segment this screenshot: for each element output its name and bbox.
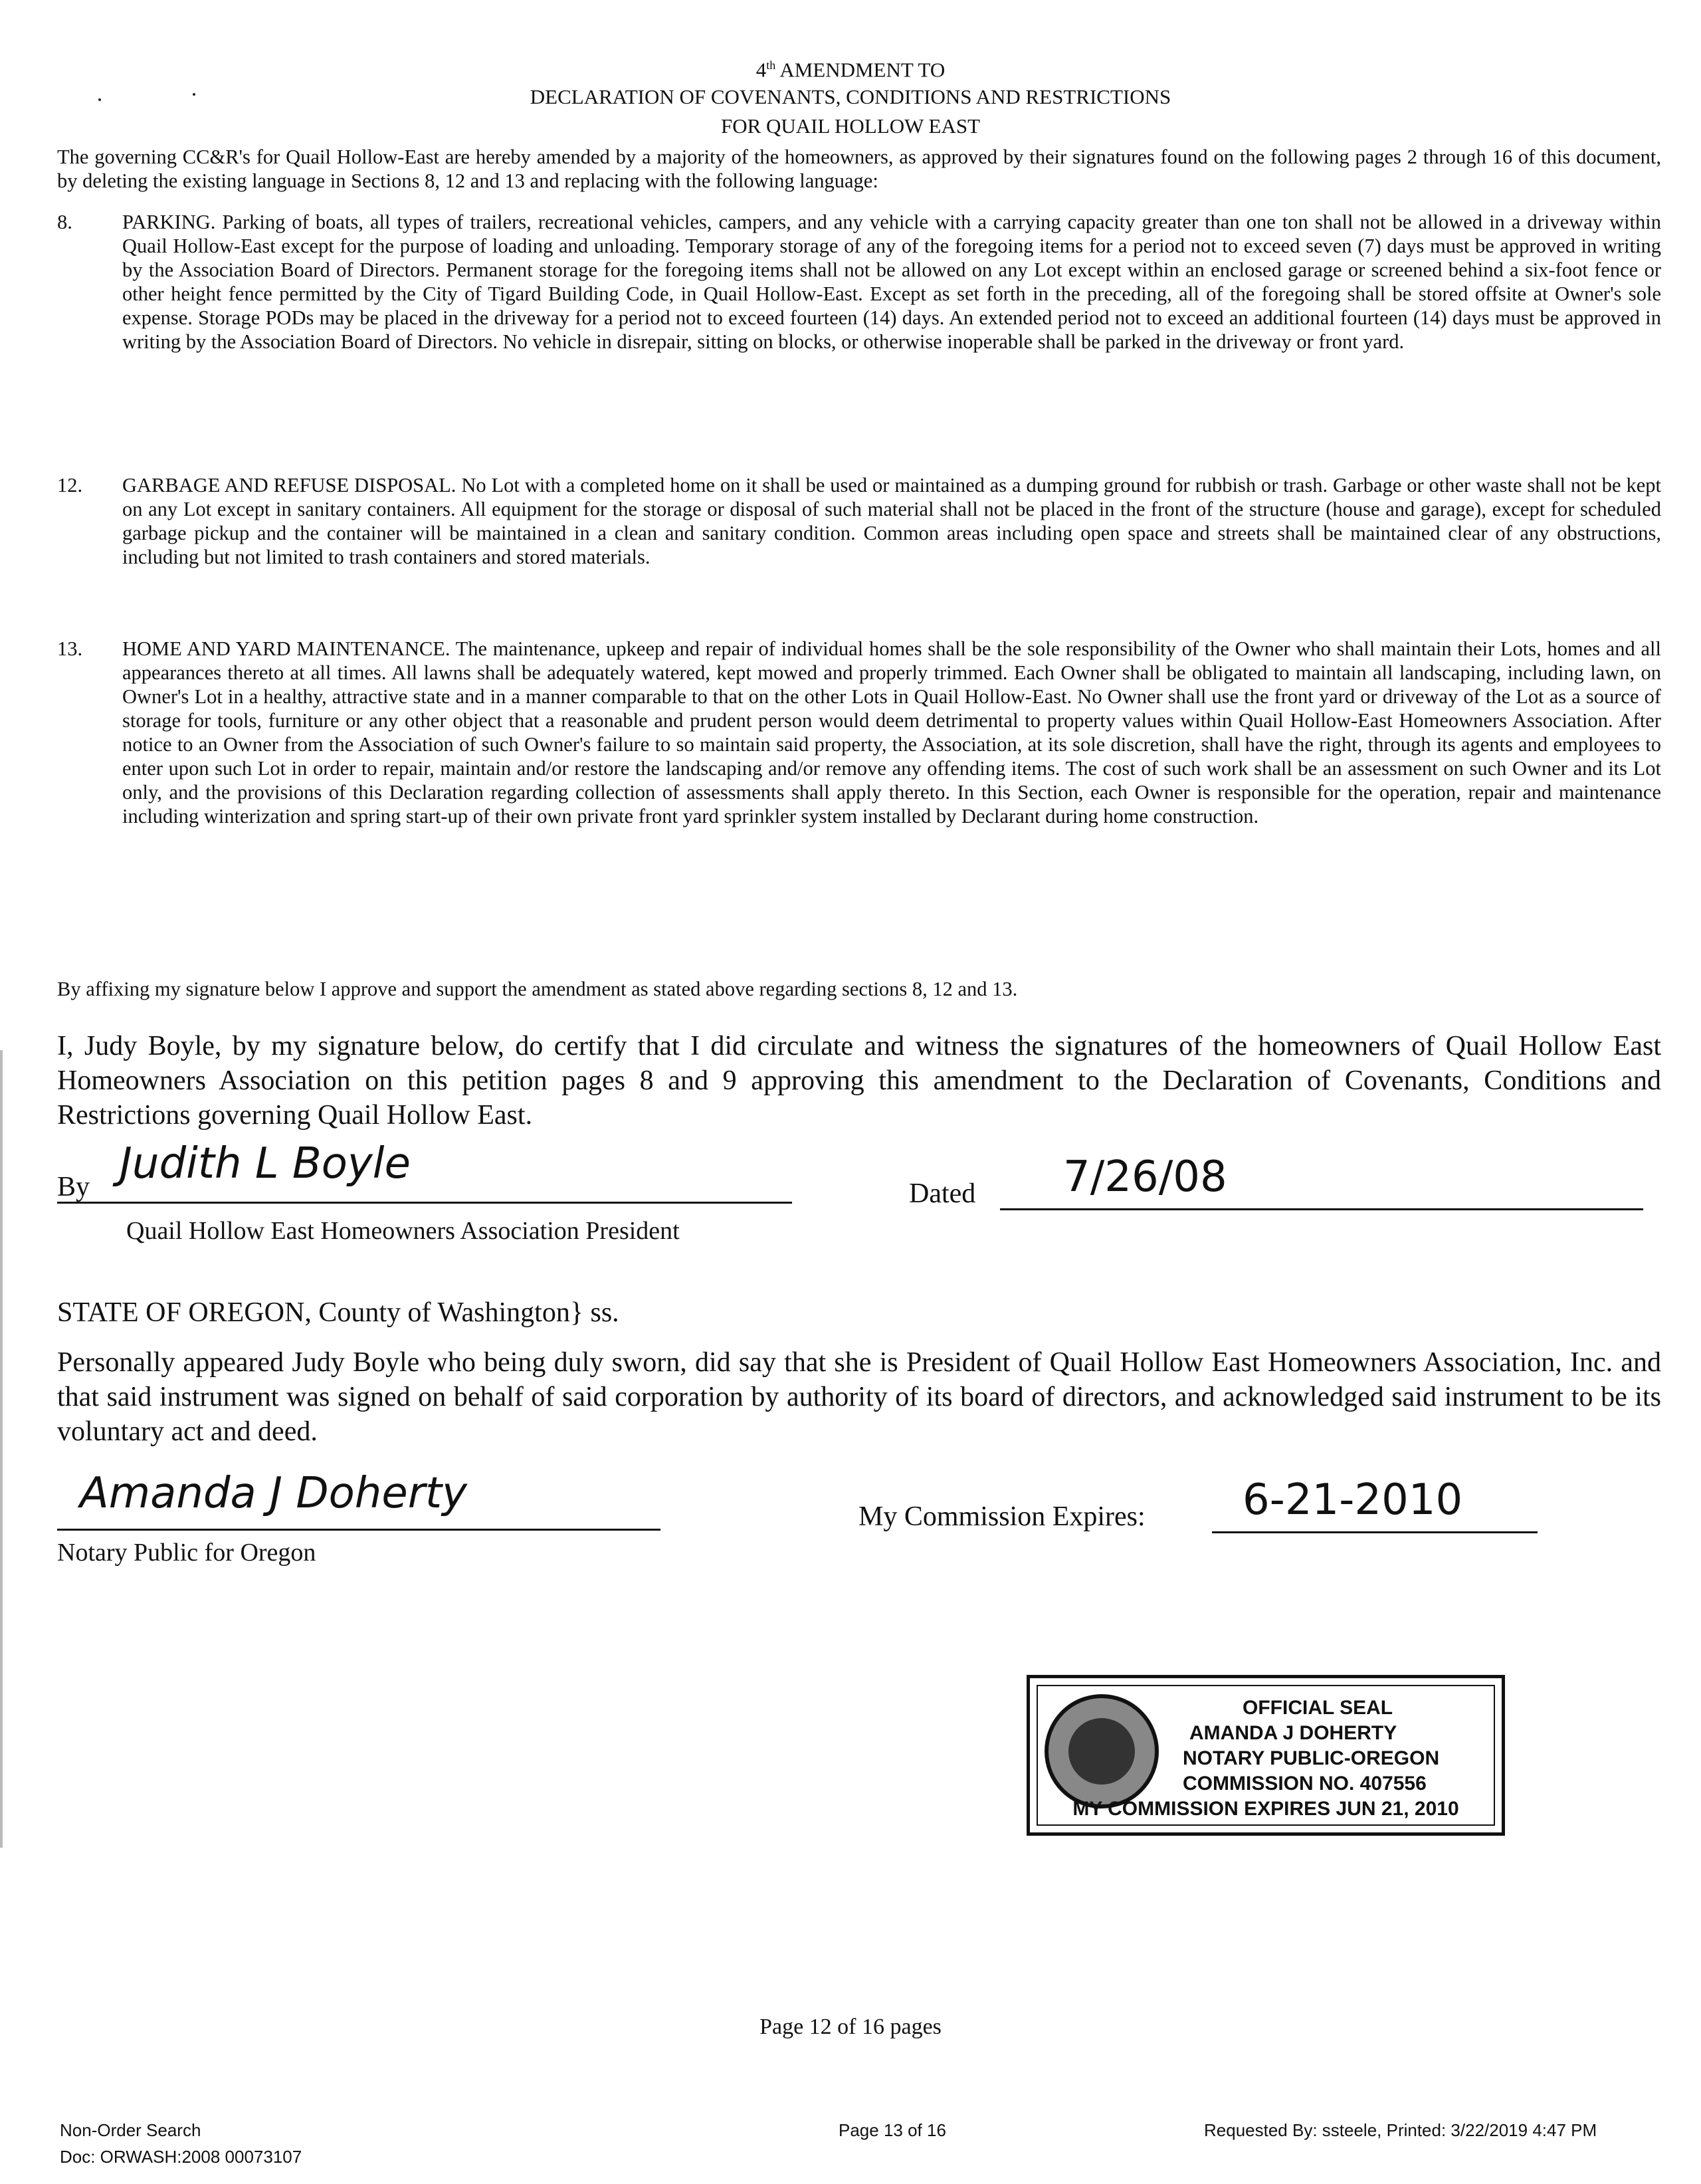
title-line-2: DECLARATION OF COVENANTS, CONDITIONS AND RESTRICTIONS (530, 85, 1171, 108)
intro-paragraph: The governing CC&R's for Quail Hollow-East are hereby amended by a majority of the homeowners, as approved by their signatures found on the following pages 2 through 16 of this document, by deleting the existing language in Sections 8, 12 and 13 and replacing with the following language: (57, 146, 1661, 192)
section-text: HOME AND YARD MAINTENANCE. The maintenance, upkeep and repair of individual homes shall be the sole responsibility of the Owner who shall maintain their Lots, homes and all appearances thereto at all times. All lawns shall be adequately watered, kept mowed and properly trimmed. Each Owner shall be obligated to maintain all landscaping, including lawn, on Owner's Lot in a healthy, attractive state and in a manner comparable to that on the other Lots in Quail Hollow-East. No Owner shall use the front yard or driveway of the Lot as a source of storage for tools, furniture or any other object that a reasonable and prudent person would deem detrimental to property values within Quail Hollow-East Homeowners Association. After notice to an Owner from the Association of such Owner's failure to so maintain said property, the Association, at its sole discretion, shall have the right, through its agents and employees to enter upon such Lot in order to repair, maintain and/or restore the landscaping and/or remove any offending items. The cost of such work shall be an assessment on such Owner and its Lot only, and the provisions of this Declaration regarding collection of assessments shall apply thereto. In this Section, each Owner is responsible for the operation, repair and maintenance including winterization and spring start-up of their own private front yard sprinkler system installed by Declarant during home construction. (122, 637, 1661, 827)
seal-line-1: OFFICIAL SEAL (1243, 1697, 1393, 1719)
footer-requested-by: Requested By: ssteele, Printed: 3/22/2019 4:47 PM (1204, 2120, 1597, 2140)
title-line-3: FOR QUAIL HOLLOW EAST (720, 114, 981, 138)
seal-line-5: MY COMMISSION EXPIRES JUN 21, 2010 (1072, 1798, 1459, 1820)
commission-label: My Commission Expires: (858, 1501, 1146, 1532)
footer-page-count: Page 13 of 16 (839, 2120, 946, 2140)
president-signature: Judith L Boyle (120, 1139, 411, 1188)
section-number: 12. (57, 474, 83, 496)
oregon-seal-emblem (1045, 1694, 1159, 1808)
seal-line-4: COMMISSION NO. 407556 (1183, 1773, 1427, 1795)
notary-seal-stamp (1027, 1675, 1505, 1836)
president-title: Quail Hollow East Homeowners Association President (126, 1217, 680, 1245)
dated-label: Dated (909, 1178, 976, 1209)
notary-label: Notary Public for Oregon (57, 1539, 316, 1567)
section-13 (57, 637, 1661, 828)
affix-statement: By affixing my signature below I approve and support the amendment as stated above regarding sections 8, 12 and 13. (57, 978, 1018, 1000)
section-number: 8. (57, 211, 72, 233)
commission-line (1212, 1531, 1538, 1533)
seal-line-3: NOTARY PUBLIC-OREGON (1183, 1747, 1440, 1769)
commission-value: 6-21-2010 (1243, 1475, 1463, 1525)
scan-edge (0, 1050, 3, 1848)
section-number: 13. (57, 637, 83, 660)
section-text: GARBAGE AND REFUSE DISPOSAL. No Lot with a completed home on it shall be used or maintained as a dumping ground for rubbish or trash. Garbage or other waste shall not be kept on any Lot except in sanitary containers. All equipment for the storage or disposal of such material shall not be placed in the front of the structure (house and garage), except for scheduled garbage pickup and the container will be maintained in a clean and sanitary condition. Common areas including open space and streets shall be maintained clear of any obstructions, including but not limited to trash containers and stored materials. (122, 474, 1661, 568)
venue-line: STATE OF OREGON, County of Washington} ss. (57, 1297, 619, 1328)
footer-search-type: Non-Order Search (60, 2120, 201, 2140)
page-number: Page 12 of 16 pages (759, 2015, 942, 2039)
section-8 (57, 210, 1661, 354)
seal-line-2: AMANDA J DOHERTY (1189, 1722, 1397, 1744)
notary-acknowledgment: Personally appeared Judy Boyle who being duly sworn, did say that she is President of Quail Hollow East Homeowners Association, Inc. and that said instrument was signed on behalf of said corporation by authority of its board of directors, and acknowledged said instrument to be its voluntary act and deed. (57, 1347, 1661, 1447)
by-label: By (57, 1172, 90, 1202)
section-12 (57, 473, 1661, 569)
notary-signature: Amanda J Doherty (80, 1469, 467, 1518)
notary-signature-line (57, 1529, 660, 1531)
president-signature-line (57, 1202, 792, 1204)
title-line-1: 4th AMENDMENT TO (755, 58, 946, 82)
footer-doc-id: Doc: ORWASH:2008 00073107 (60, 2147, 302, 2167)
dated-value: 7/26/08 (1063, 1152, 1227, 1202)
dated-line (1000, 1208, 1643, 1210)
section-text: PARKING. Parking of boats, all types of trailers, recreational vehicles, campers, and any vehicle with a carrying capacity greater than one ton shall not be allowed in a driveway within Quail Hollow-East except for the purpose of loading and unloading. Temporary storage of any of the foregoing items for a period not to exceed seven (7) days must be approved in writing by the Association Board of Directors. Permanent storage for the foregoing items shall not be allowed on any Lot except within an enclosed garage or screened behind a six-foot fence or other height fence permitted by the City of Tigard Building Code, in Quail Hollow-East. Except as set forth in the preceding, all of the foregoing shall be stored offsite at Owner's sole expense. Storage PODs may be placed in the driveway for a period not to exceed fourteen (14) days. An extended period not to exceed an additional fourteen (14) days must be approved in writing by the Association Board of Directors. No vehicle in disrepair, sitting on blocks, or otherwise inoperable shall be parked in the driveway or front yard. (122, 211, 1661, 353)
certification-paragraph: I, Judy Boyle, by my signature below, do certify that I did circulate and witness the signatures of the homeowners of Quail Hollow East Homeowners Association on this petition pages 8 and 9 approving this amendment to the Declaration of Covenants, Conditions and Restrictions governing Quail Hollow East. (57, 1031, 1661, 1131)
